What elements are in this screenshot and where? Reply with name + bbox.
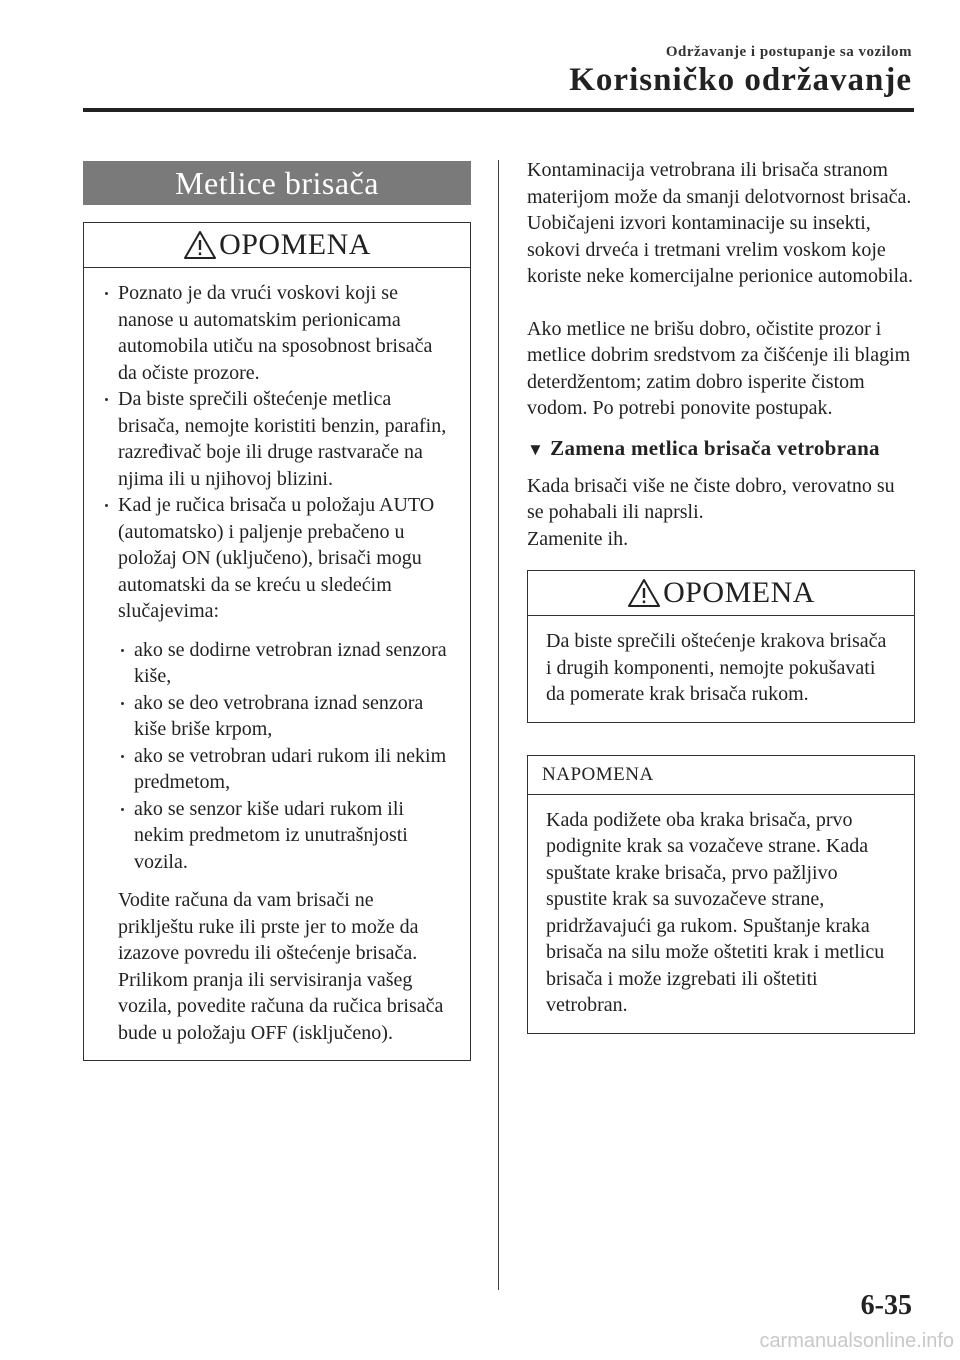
section-title: Metlice brisača (83, 161, 471, 205)
column-divider (498, 160, 499, 1290)
paragraph-replace: Kada brisači više ne čiste dobro, verovatno su se pohabali ili naprsli. (527, 474, 895, 523)
page-header-title: Korisničko održavanje (569, 62, 912, 98)
warning-triangle-icon (183, 230, 217, 260)
paragraph-cleaning: Ako metlice ne brišu dobro, očistite prozor i metlice dobrim sredstvom za čišćenje ili blagim deterdžentom; zatim dobro isperite čistom vodom. Po potrebi ponovite postupak. (527, 317, 911, 419)
left-column (83, 161, 471, 1061)
warning-heading-text: OPOMENA (219, 228, 371, 261)
page-number: 6-35 (860, 1290, 912, 1321)
watermark: carmanualsonline.info (759, 1330, 954, 1352)
list-item: Kad je ručica brisača u položaju AUTO (automatsko) i paljenje prebačeno u položaj ON (uključeno), brisači mogu automatski da se kreću u sledećim slučajevima: (102, 492, 452, 625)
page-header-subtitle: Održavanje i postupanje sa vozilom (665, 44, 912, 60)
subheading-text: Zamena metlica brisača vetrobrana (550, 435, 880, 460)
list-item: Da biste sprečili oštećenje metlica brisača, nemojte koristiti benzin, parafin, razređivač boje ili druge rastvarače na njima ili u njihovoj blizini. (102, 386, 452, 492)
warning-box-right (527, 570, 915, 723)
warning-box (83, 222, 471, 1061)
sub-list (102, 637, 452, 876)
paragraph-replace-short: Zamenite ih. (527, 527, 629, 550)
warning-body-right: Da biste sprečili oštećenje krakova brisača i drugih komponenti, nemojte pokušavati da pomerate krak brisača rukom. (546, 630, 887, 705)
paragraph-contamination: Kontaminacija vetrobrana ili brisača stranom materijom može da smanji delotvornost brisača. Uobičajeni izvori kontaminacije su insekti, sokovi drveća i tretmani vrelim voskom koje koriste neke komercijalne perionice automobila. (527, 159, 913, 287)
sub-list-item: ako se deo vetrobrana iznad senzora kiše briše krpom, (118, 690, 452, 743)
warning-heading-text: OPOMENA (663, 576, 815, 609)
sub-list-item: ako se senzor kiše udari rukom ili nekim predmetom iz unutrašnjosti vozila. (118, 796, 452, 876)
warning-triangle-icon (627, 578, 661, 608)
note-body: Kada podižete oba kraka brisača, prvo podignite krak sa vozačeve strane. Kada spuštate krake brisača, prvo pažljivo spustite krak sa suvozačeve strane, pridržavajući ga rukom. Spuštanje kraka brisača na silu može oštetiti krak i metlicu brisača i može izgrebati ili oštetiti vetrobran. (546, 808, 885, 1016)
triangle-down-icon: ▼ (527, 439, 545, 459)
sub-list-item: ako se vetrobran udari rukom ili nekim predmetom, (118, 743, 452, 796)
warning-heading (84, 223, 470, 268)
sub-list-item: ako se dodirne vetrobran iznad senzora kiše, (118, 637, 452, 690)
warning-closing-text: Vodite računa da vam brisači ne priklještu ruke ili prste jer to može da izazove povredu ili oštećenje brisača. Prilikom pranja ili servisiranja vašeg vozila, povedite računa da ručica brisača bude u položaju OFF (isključeno). (118, 889, 444, 1044)
list-item: Poznato je da vrući voskovi koji se nanose u automatskim perionicama automobila utiču na sposobnost brisača da očiste prozore. (102, 280, 452, 386)
warning-heading-right (528, 571, 914, 616)
note-heading: NAPOMENA (528, 756, 914, 795)
header-rule (83, 108, 914, 112)
right-column (527, 157, 915, 1034)
warning-body (84, 268, 470, 1060)
note-box (527, 755, 915, 1034)
subheading (527, 436, 915, 461)
